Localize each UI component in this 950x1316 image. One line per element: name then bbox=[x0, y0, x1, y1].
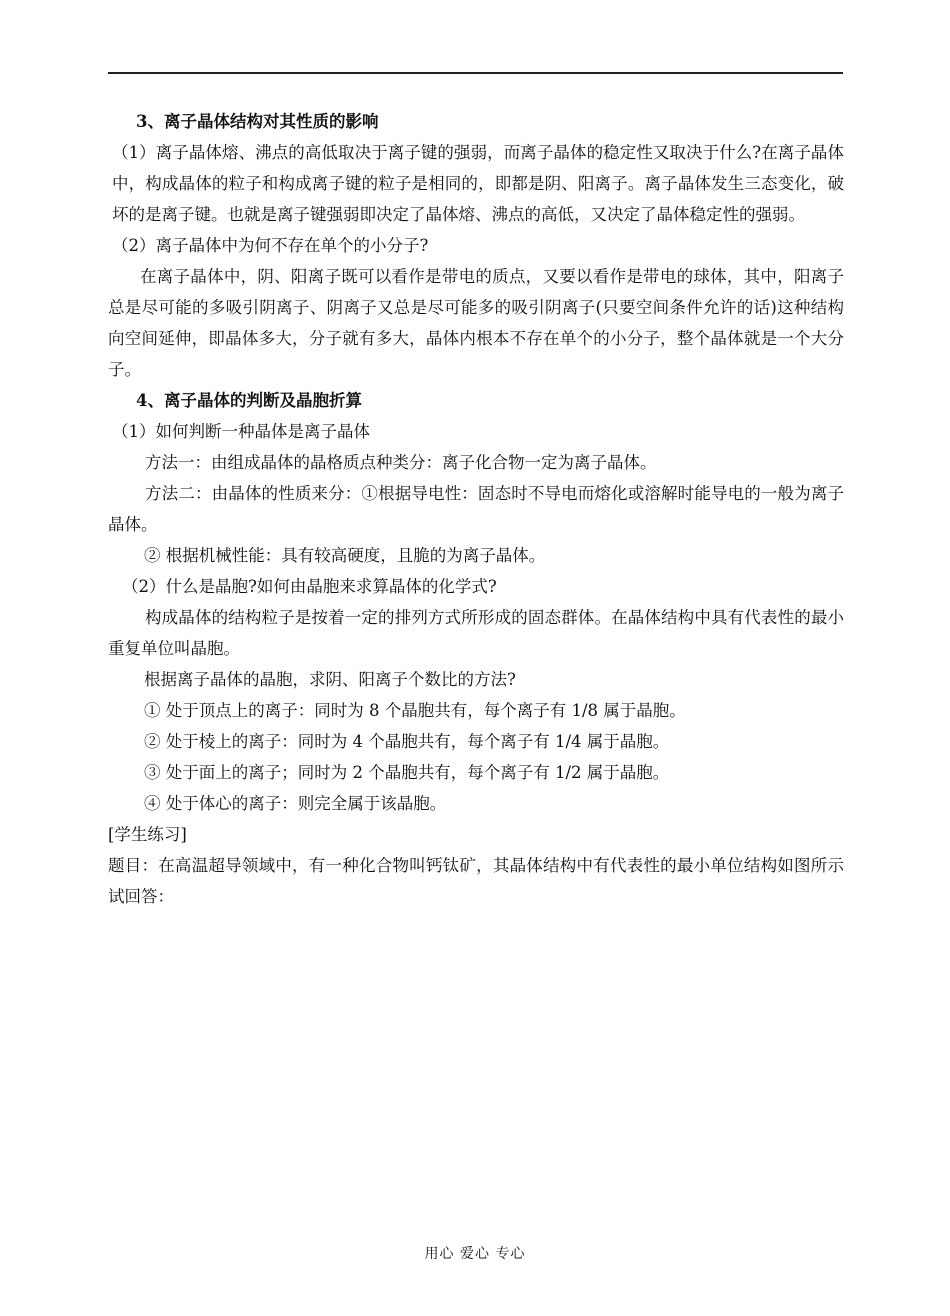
method-two: 方法二：由晶体的性质来分：①根据导电性：固态时不导电而熔化或溶解时能导电的一般为离子晶体。 bbox=[108, 484, 844, 534]
section-3-answer-2: 在离子晶体中，阴、阳离子既可以看作是带电的质点，又要以看作是带电的球体，其中，阳离子总是尽可能的多吸引阴离子、阴离子又总是尽可能多的吸引阴离子(只要空间条件允许的话)这种结构向空间延伸，即晶体多大，分子就有多大，晶体内根本不存在单个的小分子，整个晶体就是一个大分子。 bbox=[108, 267, 844, 379]
section-4-heading: 4、离子晶体的判断及晶胞折算 bbox=[136, 391, 362, 410]
section-3-heading: 3、离子晶体结构对其性质的影响 bbox=[136, 112, 379, 131]
rule-item: ③ 处于面上的离子；同时为 2 个晶胞共有，每个离子有 1/2 属于晶胞。 bbox=[144, 763, 670, 782]
document-body bbox=[108, 106, 844, 912]
method-two-b: ② 根据机械性能：具有较高硬度，且脆的为离子晶体。 bbox=[144, 546, 546, 565]
section-3-question-1: （1）离子晶体熔、沸点的高低取决于离子键的强弱，而离子晶体的稳定性又取决于什么?在离子晶体中，构成晶体的粒子和构成离子键的粒子是相同的，即都是阴、阳离子。离子晶体发生三态变化，破坏的是离子键。也就是离子键强弱即决定了晶体熔、沸点的高低，又决定了晶体稳定性的强弱。 bbox=[112, 143, 844, 224]
section-3-question-2: （2）离子晶体中为何不存在单个的小分子? bbox=[112, 236, 429, 255]
method-one: 方法一：由组成晶体的晶格质点种类分：离子化合物一定为离子晶体。 bbox=[145, 453, 657, 472]
method-intro: 根据离子晶体的晶胞，求阴、阳离子个数比的方法? bbox=[144, 670, 516, 689]
rule-item: ② 处于棱上的离子：同时为 4 个晶胞共有，每个离子有 1/4 属于晶胞。 bbox=[144, 732, 670, 751]
practice-label: [学生练习] bbox=[108, 825, 187, 844]
header-rule bbox=[108, 72, 843, 74]
section-4-question-1: （1）如何判断一种晶体是离子晶体 bbox=[112, 422, 370, 441]
unit-cell-definition: 构成晶体的结构粒子是按着一定的排列方式所形成的固态群体。在晶体结构中具有代表性的最小重复单位叫晶胞。 bbox=[108, 608, 844, 658]
rule-item: ① 处于顶点上的离子：同时为 8 个晶胞共有，每个离子有 1/8 属于晶胞。 bbox=[144, 701, 686, 720]
practice-question: 题目：在高温超导领域中，有一种化合物叫钙钛矿，其晶体结构中有代表性的最小单位结构如图所示试回答： bbox=[108, 856, 844, 906]
page-footer: 用心 爱心 专心 bbox=[424, 1246, 526, 1262]
section-4-question-2: （2）什么是晶胞?如何由晶胞来求算晶体的化学式? bbox=[122, 577, 497, 596]
rule-item: ④ 处于体心的离子：则完全属于该晶胞。 bbox=[144, 794, 447, 813]
